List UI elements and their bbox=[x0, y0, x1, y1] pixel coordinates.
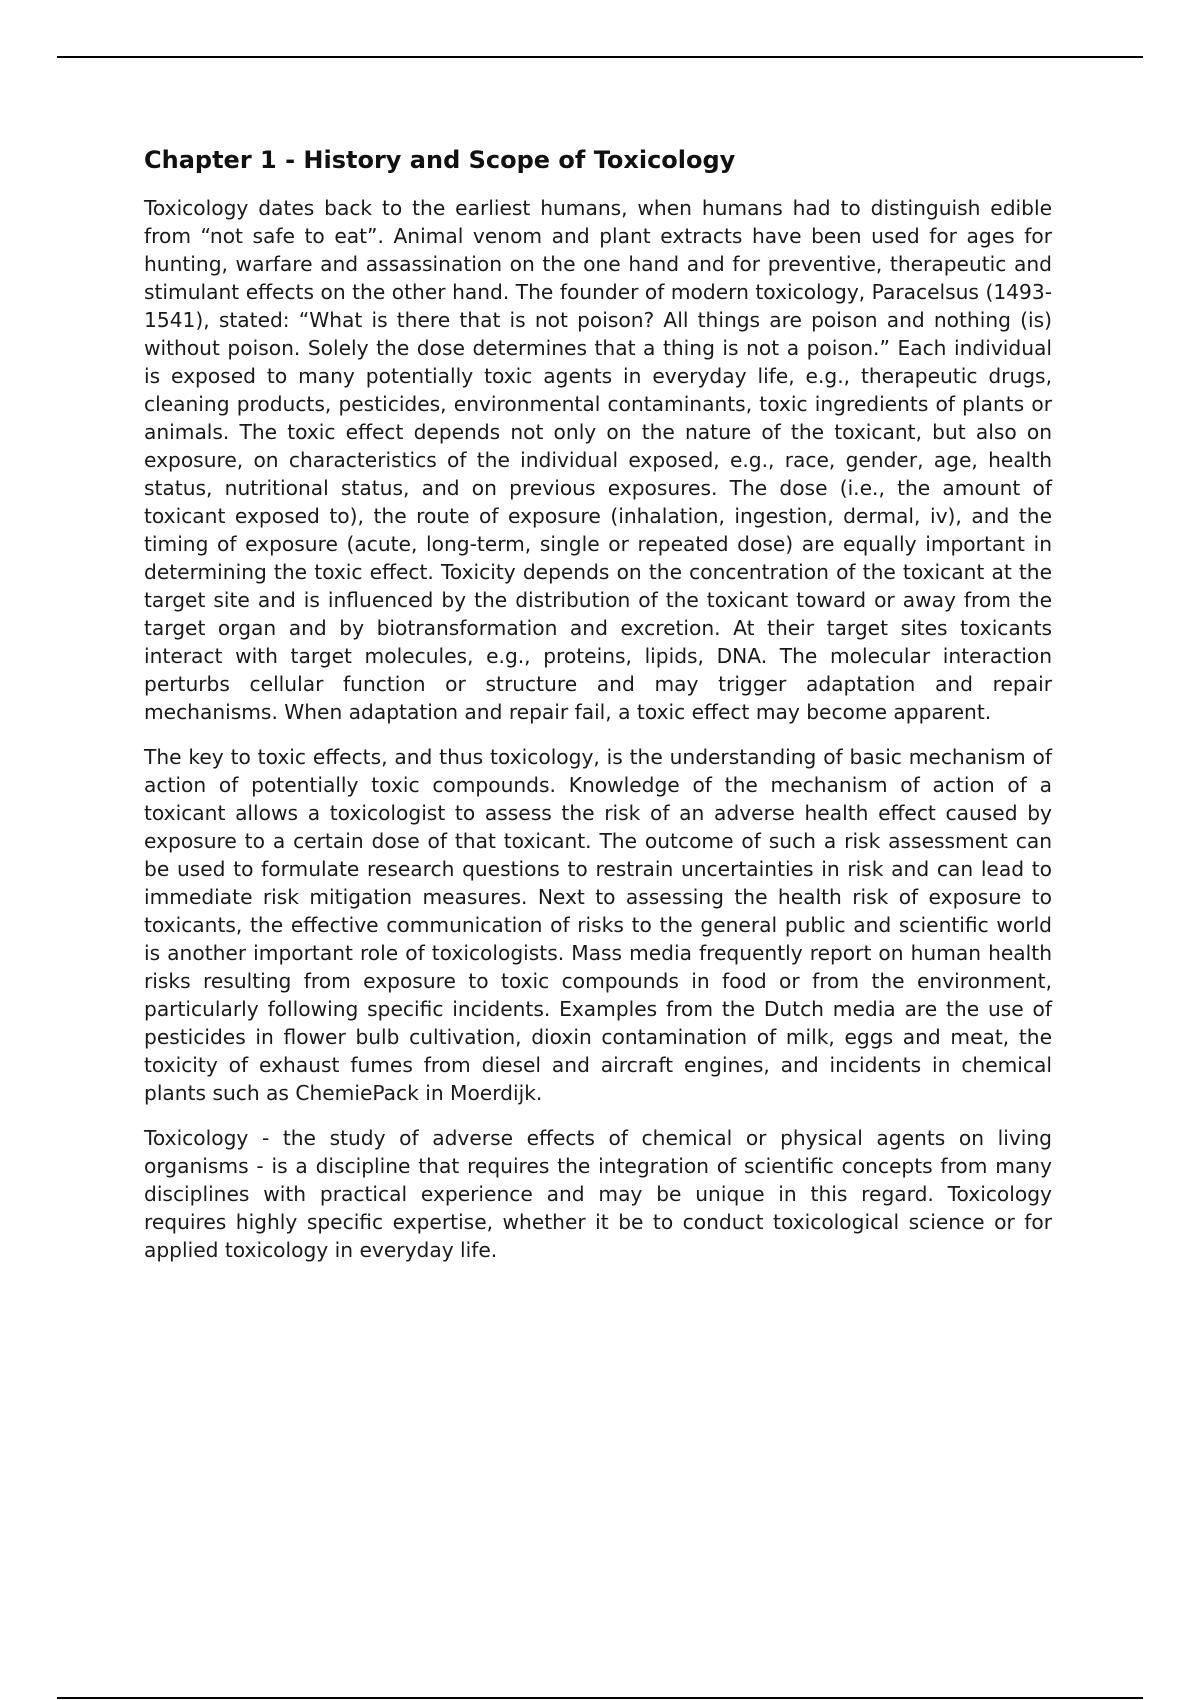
footer-rule bbox=[57, 1697, 1143, 1699]
page-body bbox=[144, 140, 1052, 1281]
paragraph-discipline: Toxicology - the study of adverse effects of chemical or physical agents on living organisms - is a discipline that requires the integration of scientific concepts from many disciplines with practical experience and may be unique in this regard. Toxicology requires highly specific expertise, whether it be to conduct toxicological science or for applied toxicology in everyday life. bbox=[144, 1126, 1052, 1262]
chapter-title: Chapter 1 - History and Scope of Toxicology bbox=[144, 146, 736, 174]
paragraph-history: Toxicology dates back to the earliest humans, when humans had to distinguish edible from “not safe to eat”. Animal venom and plant extracts have been used for ages for hunting, warfare and assassination on the one hand and for preventive, therapeutic and stimulant effects on the other hand. The founder of modern toxicology, Paracelsus (1493-1541), stated: “What is there that is not poison? All things are poison and nothing (is) without poison. Solely the dose determines that a thing is not a poison.” Each individual is exposed to many potentially toxic agents in everyday life, e.g., therapeutic drugs, cleaning products, pesticides, environmental contaminants, toxic ingredients of plants or animals. The toxic effect depends not only on the nature of the toxicant, but also on exposure, on characteristics of the individual exposed, e.g., race, gender, age, health status, nutritional status, and on previous exposures. The dose (i.e., the amount of toxicant exposed to), the route of exposure (inhalation, ingestion, dermal, iv), and the timing of exposure (acute, long-term, single or repeated dose) are equally important in determining the toxic effect. Toxicity depends on the concentration of the toxicant at the target site and is influenced by the distribution of the toxicant toward or away from the target organ and by biotransformation and excretion. At their target sites toxicants interact with target molecules, e.g., proteins, lipids, DNA. The molecular interaction perturbs cellular function or structure and may trigger adaptation and repair mechanisms. When adaptation and repair fail, a toxic effect may become apparent. bbox=[144, 196, 1052, 724]
header-rule bbox=[57, 56, 1143, 58]
paragraph-mechanism: The key to toxic effects, and thus toxicology, is the understanding of basic mechanism of action of potentially toxic compounds. Knowledge of the mechanism of action of a toxicant allows a toxicologist to assess the risk of an adverse health effect caused by exposure to a certain dose of that toxicant. The outcome of such a risk assessment can be used to formulate research questions to restrain uncertainties in risk and can lead to immediate risk mitigation measures. Next to assessing the health risk of exposure to toxicants, the effective communication of risks to the general public and scientific world is another important role of toxicologists. Mass media frequently report on human health risks resulting from exposure to toxic compounds in food or from the environment, particularly following specific incidents. Examples from the Dutch media are the use of pesticides in flower bulb cultivation, dioxin contamination of milk, eggs and meat, the toxicity of exhaust fumes from diesel and aircraft engines, and incidents in chemical plants such as ChemiePack in Moerdijk. bbox=[144, 745, 1052, 1105]
